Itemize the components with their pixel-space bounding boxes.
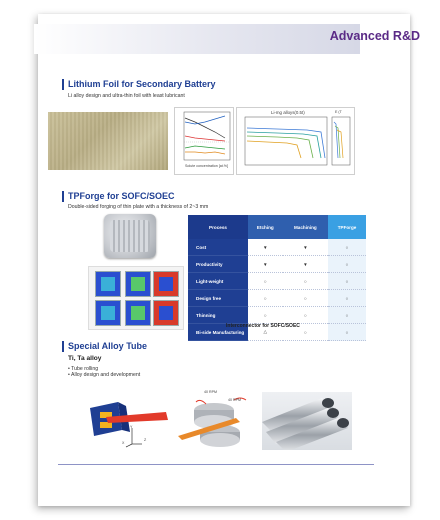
li-mg-chart-svg <box>237 108 354 174</box>
header-etching: Etching <box>248 215 283 239</box>
sim-cell <box>95 300 121 326</box>
row-tpforge: ○ <box>328 324 366 341</box>
header-machining: Machining <box>283 215 328 239</box>
table-row <box>188 290 366 307</box>
section-marker <box>62 341 64 352</box>
li-mg-chart <box>236 107 355 175</box>
sim-cell <box>125 271 151 297</box>
roll-mill-diagram <box>176 390 258 450</box>
row-machining: ○ <box>283 324 328 341</box>
row-machining: ○ <box>283 290 328 307</box>
header-process: Process <box>188 215 248 239</box>
metal-tubes-photo <box>262 392 352 450</box>
interconnector-plate-photo <box>104 214 156 258</box>
row-process: Productivity <box>188 256 248 273</box>
rpm-label: 40 RPM <box>204 390 217 394</box>
row-process: Cost <box>188 239 248 256</box>
row-process: Thinning <box>188 307 248 324</box>
solute-chart <box>174 107 234 175</box>
axis-label-z: Z <box>144 438 147 442</box>
sim-cell <box>153 300 179 326</box>
li-mg-chart-title: Li-mg alloys(0.5t) <box>271 110 305 115</box>
row-tpforge: ○ <box>328 307 366 324</box>
footer-line <box>58 464 374 465</box>
tubes-svg <box>262 392 352 450</box>
table-row <box>188 239 366 256</box>
table-row <box>188 256 366 273</box>
row-process: Design free <box>188 290 248 307</box>
li-mg-chart-right-label: E (T <box>335 110 342 114</box>
row-etching: ▼ <box>248 256 283 273</box>
table-header-row <box>188 215 366 239</box>
row-machining: ▼ <box>283 239 328 256</box>
row-process: Bi-side Manufacturing <box>188 324 248 341</box>
bullet-text: Alloy design and development <box>70 372 141 378</box>
sim-cell <box>125 300 151 326</box>
section-title-tpforge: TPForge for SOFC/SOEC <box>68 191 175 201</box>
lithium-foil-photo <box>48 112 168 170</box>
row-machining: ○ <box>283 307 328 324</box>
tube-rolling-diagram <box>86 392 172 448</box>
section-title-alloy: Special Alloy Tube <box>68 341 148 351</box>
axis-label-y: Y <box>130 425 133 429</box>
row-tpforge: ○ <box>328 256 366 273</box>
section-title-lithium: Lithium Foil for Secondary Battery <box>68 79 216 89</box>
row-etching: △ <box>248 324 283 341</box>
page-title: Advanced R&D <box>329 29 420 43</box>
row-machining: ▼ <box>283 256 328 273</box>
alloy-subheading: Ti, Ta alloy <box>68 355 102 362</box>
table-caption: Interconnector for SOFC/SOEC <box>226 323 300 329</box>
table-row <box>188 273 366 290</box>
table-row <box>188 307 366 324</box>
row-tpforge: ○ <box>328 290 366 307</box>
row-tpforge: ○ <box>328 239 366 256</box>
row-etching: ○ <box>248 307 283 324</box>
row-etching: ○ <box>248 273 283 290</box>
list-item: • Alloy design and development <box>68 372 141 378</box>
header-band <box>34 24 360 54</box>
forging-simulation-images <box>88 266 184 330</box>
sim-cell <box>95 271 121 297</box>
section-subtitle-lithium: Li alloy design and ultra-thin foil with least lubricant <box>68 93 185 99</box>
header-tpforge: TPForge <box>328 215 366 239</box>
row-etching: ▼ <box>248 239 283 256</box>
section-marker <box>62 191 64 202</box>
rpm-label: 40 RPM <box>228 398 241 402</box>
row-machining: ○ <box>283 273 328 290</box>
solute-chart-xlabel: Solute concentration [at.%] <box>185 164 228 168</box>
list-item: • Tube rolling <box>68 366 99 372</box>
section-marker <box>62 79 64 90</box>
axis-label-x: X <box>122 441 125 445</box>
row-process: Light-weight <box>188 273 248 290</box>
row-tpforge: ○ <box>328 273 366 290</box>
section-subtitle-tpforge: Double-sided forging of thin plate with a thickness of 2~3 mm <box>68 204 209 210</box>
row-etching: ○ <box>248 290 283 307</box>
bullet-text: Tube rolling <box>71 366 99 372</box>
bullet-list <box>68 366 140 378</box>
sim-cell <box>153 271 179 297</box>
